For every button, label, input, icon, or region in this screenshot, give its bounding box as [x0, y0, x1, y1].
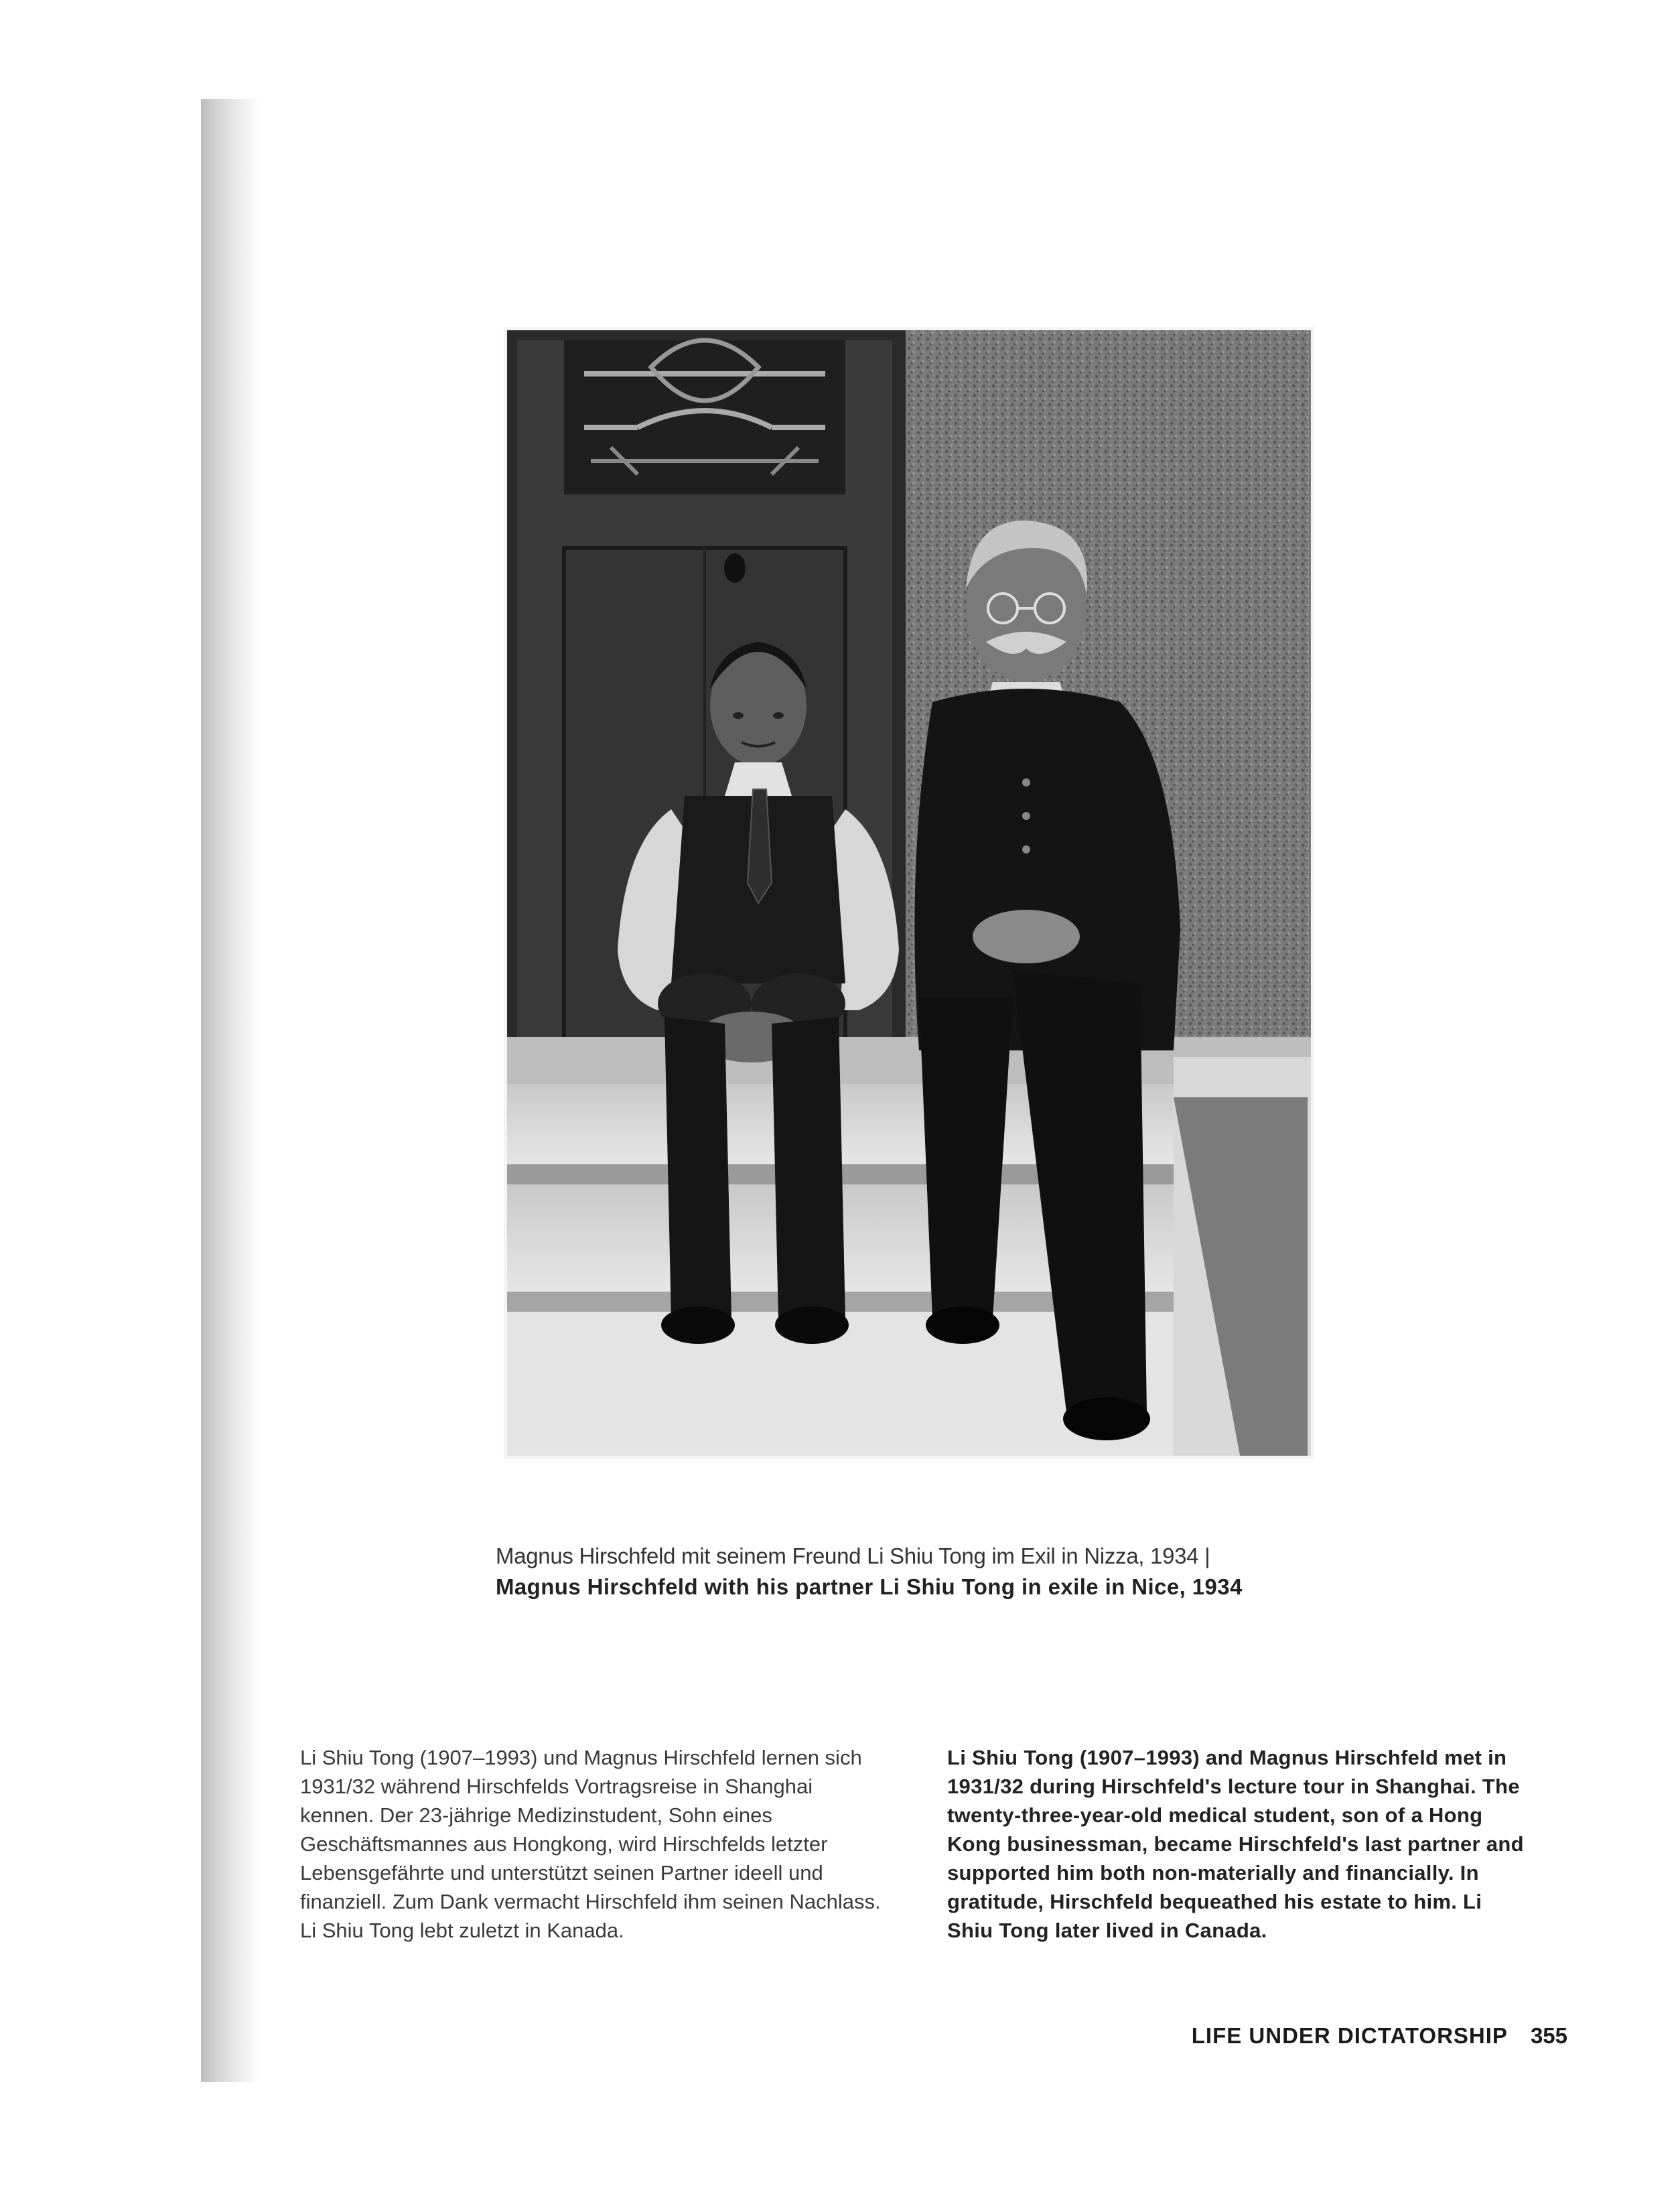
page-gutter-shadow [201, 99, 260, 2082]
caption-english: Magnus Hirschfeld with his partner Li Shiu Tong in exile in Nice, 1934 [496, 1574, 1243, 1599]
body-text-german [300, 1743, 890, 1945]
body-paragraph-english: Li Shiu Tong (1907–1993) and Magnus Hirschfeld met in 1931/32 during Hirschfeld's lecture tour in Shanghai. The twenty-three-year-old medical student, son of a Hong Kong businessman, became Hirschfeld's last partner and supported him both non-materially and financially. In gratitude, Hirschfeld bequeathed his estate to him. Li Shiu Tong later lived in Canada. [947, 1746, 1524, 1942]
body-text-english [947, 1743, 1530, 1945]
photo-caption [496, 1541, 1320, 1602]
running-section-title: LIFE UNDER DICTATORSHIP [1191, 2023, 1508, 2048]
body-paragraph-german: Li Shiu Tong (1907–1993) und Magnus Hirschfeld lernen sich 1931/32 während Hirschfelds Vortragsreise in Shanghai kennen. Der 23-jährige Medizinstudent, Sohn eines Geschäftsmannes aus Hongkong, wird Hirschfelds letzter Lebensgefährte und unterstützt seinen Partner ideell und finanziell. Zum Dank vermacht Hirschfeld ihm seinen Nachlass. Li Shiu Tong lebt zuletzt in Kanada. [300, 1746, 881, 1942]
caption-german: Magnus Hirschfeld mit seinem Freund Li Shiu Tong im Exil in Nizza, 1934 | [496, 1543, 1210, 1568]
page-number: 355 [1530, 2023, 1567, 2048]
photo-illustration [504, 327, 1314, 1459]
page-footer [1192, 2023, 1567, 2049]
historical-photo [504, 327, 1314, 1459]
